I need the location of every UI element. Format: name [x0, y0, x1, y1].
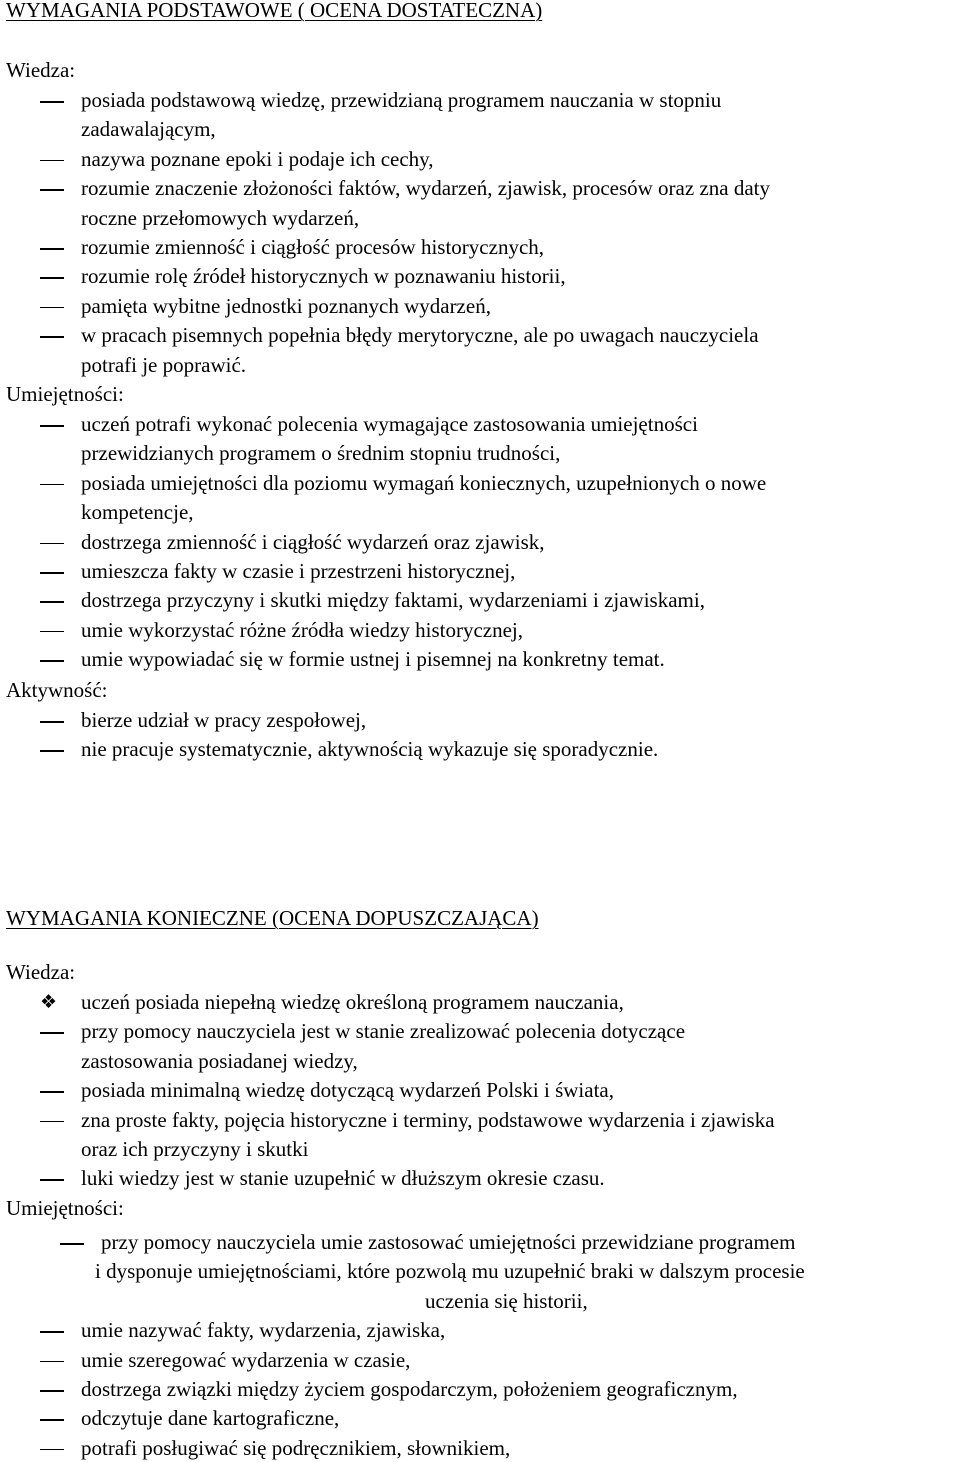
dash-icon	[40, 1121, 64, 1123]
list-item-text: i dysponuje umiejętnościami, które pozwolą mu uzupełnić braki w dalszym procesie	[95, 1259, 805, 1284]
dash-icon	[40, 1361, 64, 1363]
dash-icon	[40, 1419, 64, 1421]
list-item-text: zastosowania posiadanej wiedzy,	[81, 1048, 358, 1073]
list-item-text: uczenia się historii,	[425, 1288, 588, 1313]
list-item-text: rozumie znaczenie złożoności faktów, wydarzeń, zjawisk, procesów oraz zna daty	[81, 176, 770, 201]
list-item-text: oraz ich przyczyny i skutki	[81, 1137, 309, 1161]
dash-icon	[40, 601, 64, 603]
label-wiedza-2: Wiedza:	[6, 960, 76, 984]
dash-icon	[40, 660, 64, 662]
dash-icon	[40, 750, 64, 752]
dash-icon	[40, 189, 64, 191]
dash-icon	[40, 572, 64, 574]
list-item-text: rozumie zmienność i ciągłość procesów historycznych,	[81, 235, 545, 259]
dash-icon	[40, 1331, 64, 1333]
dash-icon	[40, 425, 64, 427]
list-item-text: w pracach pisemnych popełnia błędy merytoryczne, ale po uwagach nauczyciela	[81, 323, 759, 348]
list-item-text: dostrzega związki między życiem gospodarczym, położeniem geograficznym,	[81, 1377, 738, 1401]
list-item-text: bierze udział w pracy zespołowej,	[81, 708, 367, 732]
list-item-text: zadawalającym,	[81, 117, 216, 142]
list-item-text: posiada podstawową wiedzę, przewidzianą programem nauczania w stopniu	[81, 88, 722, 112]
list-item-text: nazywa poznane epoki i podaje ich cechy,	[81, 146, 434, 171]
label-umiejetnosci-2: Umiejętności:	[6, 1196, 124, 1220]
section-heading-required: WYMAGANIA KONIECZNE (OCENA DOPUSZCZAJĄCA)	[6, 906, 539, 930]
list-item-text: przewidzianych programem o średnim stopniu trudności,	[81, 441, 561, 466]
list-item-text: roczne przełomowych wydarzeń,	[81, 205, 360, 230]
dash-icon	[40, 1032, 64, 1034]
list-item-text: pamięta wybitne jednostki poznanych wydarzeń,	[81, 293, 491, 318]
list-item-text: kompetencje,	[81, 500, 194, 525]
dash-icon	[40, 721, 64, 723]
dash-icon	[40, 160, 64, 162]
dash-icon	[40, 1390, 64, 1392]
dash-icon	[60, 1243, 84, 1245]
list-item-text: umie nazywać fakty, wydarzenia, zjawiska,	[81, 1318, 446, 1343]
list-item-text: umieszcza fakty w czasie i przestrzeni historycznej,	[81, 559, 516, 583]
list-item-text: zna proste fakty, pojęcia historyczne i terminy, podstawowe wydarzenia i zjawiska	[81, 1107, 775, 1132]
list-item-text: potrafi posługiwać się podręcznikiem, słownikiem,	[81, 1435, 511, 1460]
dash-icon	[40, 101, 64, 103]
dash-icon	[40, 543, 64, 545]
dash-icon	[40, 336, 64, 338]
label-wiedza: Wiedza:	[6, 58, 76, 82]
list-item-text: umie szeregować wydarzenia w czasie,	[81, 1347, 411, 1372]
label-umiejetnosci: Umiejętności:	[6, 382, 124, 406]
list-item-text: dostrzega przyczyny i skutki między faktami, wydarzeniami i zjawiskami,	[81, 588, 705, 613]
list-item-text: luki wiedzy jest w stanie uzupełnić w dłuższym okresie czasu.	[81, 1166, 605, 1191]
list-item-text: umie wypowiadać się w formie ustnej i pisemnej na konkretny temat.	[81, 647, 665, 672]
label-aktywnosc: Aktywność:	[6, 678, 108, 702]
list-item-text: posiada minimalną wiedzę dotyczącą wydarzeń Polski i świata,	[81, 1078, 614, 1103]
list-item-text: dostrzega zmienność i ciągłość wydarzeń oraz zjawisk,	[81, 529, 545, 554]
list-item-text: odczytuje dane kartograficzne,	[81, 1406, 340, 1431]
dash-icon	[40, 631, 64, 633]
list-item-text: posiada umiejętności dla poziomu wymagań koniecznych, uzupełnionych o nowe	[81, 470, 767, 495]
list-item-text: przy pomocy nauczyciela umie zastosować umiejętności przewidziane programem	[101, 1230, 796, 1254]
dash-icon	[40, 248, 64, 250]
dash-icon	[40, 277, 64, 279]
diamond-icon: ❖	[40, 991, 58, 1013]
list-item-text: nie pracuje systematycznie, aktywnością wykazuje się sporadycznie.	[81, 737, 659, 762]
dash-icon	[40, 484, 64, 486]
dash-icon	[40, 1179, 64, 1181]
list-item-text: uczeń posiada niepełną wiedzę określoną programem nauczania,	[81, 990, 624, 1014]
list-item-text: rozumie rolę źródeł historycznych w poznawaniu historii,	[81, 264, 566, 289]
list-item-text: uczeń potrafi wykonać polecenia wymagające zastosowania umiejętności	[81, 412, 698, 436]
list-item-text: potrafi je poprawić.	[81, 352, 247, 377]
list-item-text: umie wykorzystać różne źródła wiedzy historycznej,	[81, 617, 523, 642]
dash-icon	[40, 1449, 64, 1451]
dash-icon	[40, 1091, 64, 1093]
dash-icon	[40, 307, 64, 309]
section-heading-basic: WYMAGANIA PODSTAWOWE ( OCENA DOSTATECZNA)	[6, 0, 543, 22]
list-item-text: przy pomocy nauczyciela jest w stanie zrealizować polecenia dotyczące	[81, 1019, 686, 1044]
